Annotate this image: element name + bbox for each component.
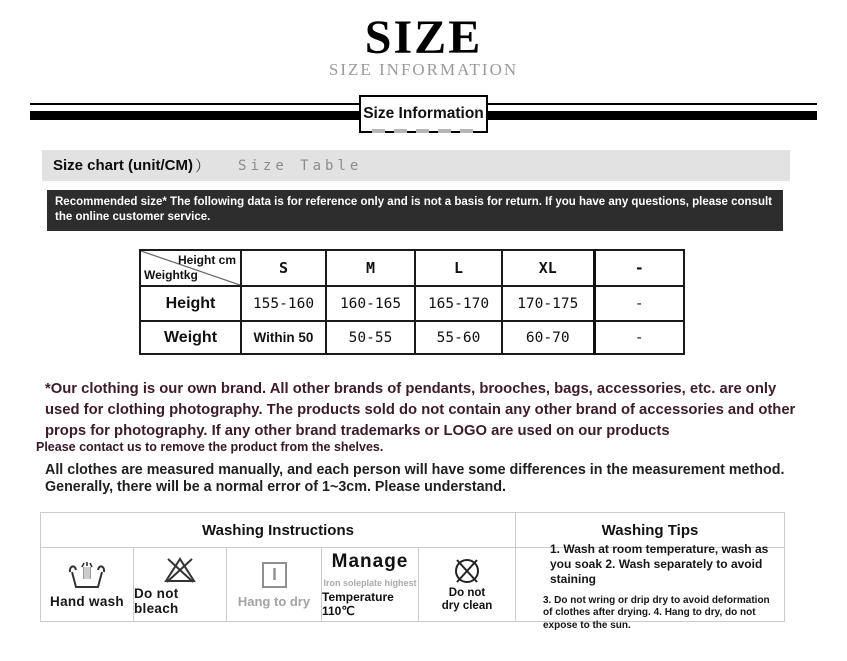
measurement-note: All clothes are measured manually, and each person will have some differences in the measurement method. Generally, there will be a normal error of 1~3cm. Please understand. <box>45 462 785 495</box>
washing-tips-label: Washing Tips <box>601 521 699 539</box>
height-dash: - <box>594 286 684 321</box>
do-not-dry-clean-icon <box>447 556 487 586</box>
size-table-label: Size Table <box>238 157 363 174</box>
corner-weight-label: Weightkg <box>144 268 198 282</box>
size-chart-header-bar <box>42 150 790 181</box>
section-label-box: Size Information <box>359 95 488 133</box>
weight-xl: 60-70 <box>502 321 594 354</box>
height-m: 160-165 <box>326 286 415 321</box>
do-not-bleach-icon <box>160 554 200 584</box>
recommended-size-notice: Recommended size* The following data is for reference only and is not a basis for return. If you have any questions, please consult the online customer service. <box>47 190 783 231</box>
washing-instructions-header <box>40 512 516 548</box>
size-table-header-row <box>140 250 684 286</box>
contact-note: Please contact us to remove the product from the shelves. <box>36 440 384 454</box>
size-table-corner-cell <box>140 250 241 286</box>
dash <box>460 129 473 133</box>
dash <box>372 129 385 133</box>
iron-temperature: Temperature 110℃ <box>322 590 394 618</box>
height-xl: 170-175 <box>502 286 594 321</box>
height-l: 165-170 <box>415 286 502 321</box>
hang-to-dry-label: Hang to dry <box>237 594 311 609</box>
col-header-l: L <box>415 250 502 286</box>
height-s: 155-160 <box>241 286 326 321</box>
weight-l: 55-60 <box>415 321 502 354</box>
row-label-height: Height <box>140 286 241 321</box>
weight-m: 50-55 <box>326 321 415 354</box>
table-row <box>140 286 684 321</box>
col-header-dash: - <box>594 250 684 286</box>
washing-tip-2: 3. Do not wring or drip dry to avoid deformation of clothes after drying. 4. Hang to dry, do not expose to the sun. <box>543 594 770 631</box>
weight-s: Within 50 <box>241 321 326 354</box>
brand-disclaimer: *Our clothing is our own brand. All other brands of pendants, brooches, bags, accessories, etc. are only used for clothing photography. The products sold do not contain any other brand of accessories and other props for photography. If any other brand trademarks or LOGO are used on our products <box>45 381 796 439</box>
do-not-dry-clean-cell <box>419 548 516 622</box>
page-title: SIZE <box>364 11 483 64</box>
table-row <box>140 321 684 354</box>
iron-soleplate-note: Iron soleplate highest <box>323 578 417 588</box>
washing-table <box>40 512 785 631</box>
dash <box>394 129 407 133</box>
washing-tips-cell <box>516 541 785 631</box>
weight-dash: - <box>594 321 684 354</box>
col-header-xl: XL <box>502 250 594 286</box>
col-header-m: M <box>326 250 415 286</box>
hang-to-dry-icon <box>258 560 290 590</box>
do-not-bleach-cell <box>134 548 227 622</box>
washing-instructions-label: Washing Instructions <box>202 521 354 539</box>
dash <box>438 129 451 133</box>
washing-body-row <box>40 541 785 631</box>
corner-height-label: Height cm <box>177 253 236 267</box>
manage-label: Manage <box>331 551 409 572</box>
washing-tip-1: 1. Wash at room temperature, wash as you soak 2. Wash separately to avoid staining <box>550 541 769 586</box>
hand-wash-label: Hand wash <box>50 594 124 609</box>
size-chart-title-suffix: ） <box>195 158 211 175</box>
do-not-dry-clean-label <box>442 587 493 613</box>
do-not-dry-clean-line2: dry clean <box>441 600 493 612</box>
page-subtitle: SIZE INFORMATION <box>328 60 519 79</box>
hand-wash-cell <box>40 548 134 622</box>
divider-dashes <box>372 129 473 133</box>
hang-to-dry-cell <box>227 548 322 622</box>
size-chart-title: Size chart (unit/CM) <box>53 157 194 174</box>
row-label-weight: Weight <box>140 321 241 354</box>
hand-wash-icon <box>66 560 108 592</box>
do-not-bleach-label: Do not bleach <box>134 585 179 616</box>
col-header-s: S <box>241 250 326 286</box>
size-table <box>139 249 685 355</box>
dash <box>416 129 429 133</box>
iron-cell <box>322 548 419 622</box>
do-not-dry-clean-line1: Do not <box>448 587 486 599</box>
